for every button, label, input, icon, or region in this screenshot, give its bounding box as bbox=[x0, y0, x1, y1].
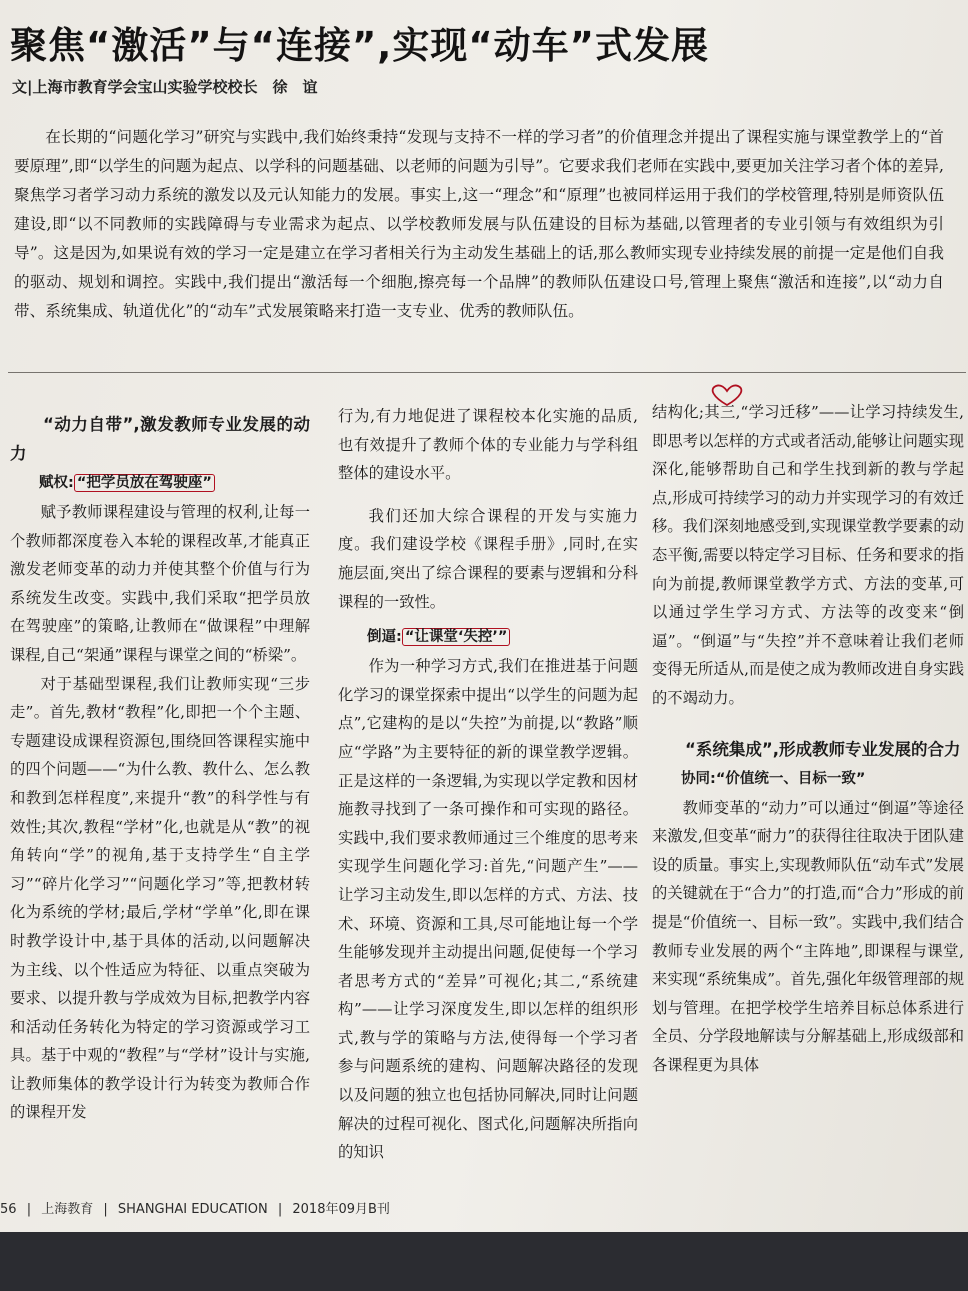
subsection-title: “价值统一、目标一致” bbox=[715, 770, 866, 787]
section-heading-power: “动力自带”,激发教师专业发展的动力 bbox=[10, 415, 310, 463]
page-number: 56 bbox=[0, 1202, 17, 1217]
subsection-label: 赋权: bbox=[39, 475, 74, 491]
column-right bbox=[652, 398, 964, 1079]
paragraph: 行为,有力地促进了课程校本化实施的品质,也有效提升了教师个体的专业能力与学科组整体的建设水平。 bbox=[338, 407, 638, 483]
subsection-label: 倒逼: bbox=[367, 629, 402, 646]
subsection-heading-empower bbox=[10, 468, 310, 498]
background-surface bbox=[0, 1232, 968, 1291]
subsection-heading-force bbox=[338, 622, 638, 652]
paragraph: 作为一种学习方式,我们在推进基于问题化学习的课堂探索中提出“以学生的问题为起点”,它建构的是以“失控”为前提,以“教路”顺应“学路”为主要特征的新的课堂教学逻辑。正是这样的一条逻辑,为实现以学定教和因材施教寻找到了一条可操作和可实现的路径。实践中,我们要求教师通过三个维度的思考来实现学生问题化学习:首先,“问题产生”——让学习主动发生,即以怎样的方式、方法、技术、环境、资源和工具,尽可能地让每一个学生能够发现并主动提出问题,促使每一个学习者思考方式的“差异”可视化;其二,“系统建构”——让学习深度发生,即以怎样的组织形式,教与学的策略与方法,使得每一个学习者参与问题系统的建构、问题解决路径的发现以及问题的独立也包括协同解决,同时让问题解决的过程可视化、图式化,问题解决所指向的知识 bbox=[338, 657, 638, 1162]
subsection-heading-collab bbox=[652, 764, 964, 794]
page-footer: 56 | 上海教育 | SHANGHAI EDUCATION | 2018年09月B刊 bbox=[0, 1202, 390, 1217]
magazine-name-en: SHANGHAI EDUCATION bbox=[117, 1202, 268, 1217]
article-abstract: 在长期的“问题化学习”研究与实践中,我们始终秉持“发现与支持不一样的学习者”的价值理念并提出了课程实施与课堂教学上的“首要原理”,即“以学生的问题为起点、以学科的问题基础、以老师的问题为引导”。它要求我们老师在实践中,要更加关注学习者个体的差异,聚焦学习者学习动力系统的激发以及元认知能力的发展。事实上,这一“理念”和“原理”也被同样运用于我们的学校管理,特别是师资队伍建设,即“以不同教师的实践障碍与专业需求为起点、以学校教师发展与队伍建设的目标为基础,以管理者的专业引领与有效组织为引导”。这是因为,如果说有效的学习一定是建立在学习者相关行为主动发生基础上的话,那么教师实现专业持续发展的前提一定是他们自我的驱动、规划和调控。实践中,我们提出“激活每一个细胞,擦亮每一个品牌”的教师队伍建设口号,管理上聚焦“激活和连接”,以“动力自带、系统集成、轨道优化”的“动车”式发展策略来打造一支专业、优秀的教师队伍。 bbox=[14, 128, 944, 320]
section-heading-integration: “系统集成”,形成教师专业发展的合力 bbox=[685, 739, 961, 759]
magazine-name-cn: 上海教育 bbox=[41, 1202, 94, 1217]
paragraph: 结构化;其三,“学习迁移”——让学习持续发生,即思考以怎样的方式或者活动,能够让问题实现深化,能够帮助自己和学生找到新的教与学起点,形成可持续学习的动力并实现学习的有效迁移。我们深刻地感受到,实现课堂教学要素的动态平衡,需要以特定学习目标、任务和要求的指向为前提,教师课堂教学方式、方法的变革,可以通过学生学习方式、方法等的改变来“倒逼”。“倒逼”与“失控”并不意味着让我们老师变得无所适从,而是使之成为教师改进自身实践的不竭动力。 bbox=[652, 403, 964, 707]
paragraph: 赋予教师课程建设与管理的权利,让每一个教师都深度卷入本轮的课程改革,才能真正激发老师变革的动力并使其整个价值与行为系统发生改变。实践中,我们采取“把学员放在驾驶座”的策略,让教师在“做课程”中理解课程,自己“架通”课程与课堂之间的“桥梁”。 bbox=[10, 503, 310, 664]
subsection-title: “把学员放在驾驶座” bbox=[74, 474, 215, 492]
column-middle bbox=[338, 402, 638, 1167]
paragraph: 我们还加大综合课程的开发与实施力度。我们建设学校《课程手册》,同时,在实施层面,突出了综合课程的要素与逻辑和分科课程的一致性。 bbox=[338, 506, 638, 611]
column-left bbox=[10, 410, 310, 1127]
paragraph: 教师变革的“动力”可以通过“倒逼”等途径来激发,但变革“耐力”的获得往往取决于团队建设的质量。事实上,实现教师队伍“动车式”发展的关键就在于“合力”的打造,而“合力”形成的前提是“价值统一、目标一致”。实践中,我们结合教师专业发展的两个“主阵地”,即课程与课堂,来实现“系统集成”。首先,强化年级管理部的规划与管理。在把学校学生培养目标总体系进行全员、分学段地解读与分解基础上,形成级部和各课程更为具体 bbox=[652, 798, 964, 1074]
section-divider bbox=[8, 372, 966, 373]
article-title: 聚焦“激活”与“连接”,实现“动车”式发展 bbox=[10, 24, 709, 67]
subsection-title: “让课堂‘失控’” bbox=[402, 628, 511, 646]
paragraph: 对于基础型课程,我们让教师实现“三步走”。首先,教材“教程”化,即把一个个主题、专题建设成课程资源包,围绕回答课程实施中的四个问题——“为什么教、教什么、怎么教和教到怎样程度”,来提升“教”的科学性与有效性;其次,教程“学材”化,也就是从“教”的视角转向“学”的视角,基于支持学生“自主学习”“碎片化学习”“问题化学习”等,把教材转化为系统的学材;最后,学材“学单”化,即在课时教学设计中,基于具体的活动,以问题解决为主线、以个性适应为特征、以重点突破为要求、以提升教与学成效为目标,把教学内容和活动任务转化为特定的学习资源或学习工具。基于中观的“教程”与“学材”设计与实施,让教师集体的教学设计行为转变为教师合作的课程开发 bbox=[10, 674, 310, 1122]
issue-date: 2018年09月B刊 bbox=[292, 1202, 390, 1217]
article-byline: 文|上海市教育学会宝山实验学校校长 徐 谊 bbox=[12, 78, 318, 96]
subsection-label: 协同: bbox=[681, 770, 716, 787]
